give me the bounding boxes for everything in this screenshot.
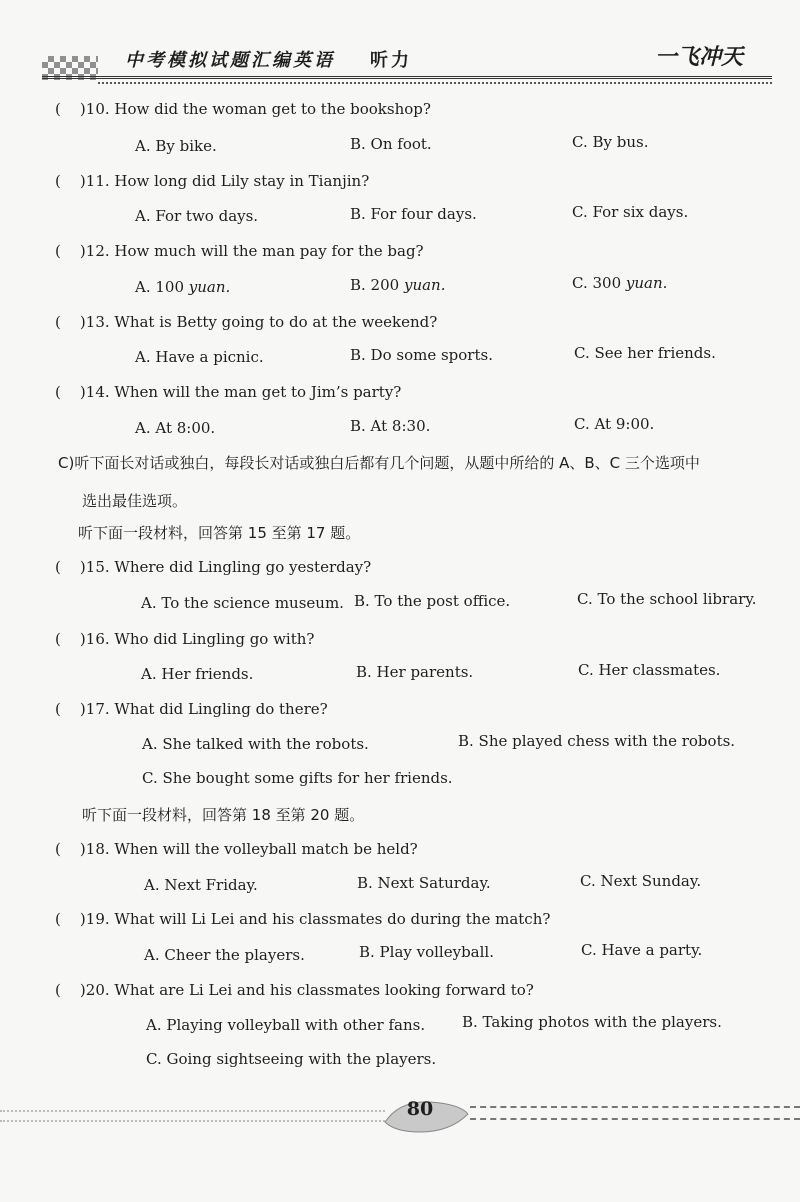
unit: yuan. (403, 276, 446, 294)
header-title: 中考模拟试题汇编英语 (125, 50, 335, 71)
material-intro-2: 听下面一段材料，回答第 18 至第 20 题。 (82, 806, 365, 824)
page-number: 80 (406, 1098, 434, 1120)
section-c-instruction: C)听下面长对话或独白，每段长对话或独白后都有几个问题，从题中所给的 A、B、C 三个选项中 (58, 454, 700, 472)
question-11: ( )11. How long did Lily stay in Tianjin? (55, 172, 370, 190)
option-b: B. Next Saturday. (357, 874, 491, 892)
header-divider (42, 76, 772, 79)
option-b: B. To the post office. (354, 592, 511, 610)
option-c: C. Her classmates. (578, 661, 721, 679)
option-c: C. She bought some gifts for her friends. (142, 769, 453, 787)
footer-border-right (470, 1106, 800, 1120)
question-17: ( )17. What did Lingling do there? (55, 700, 328, 718)
option-c: C. Going sightseeing with the players. (146, 1050, 437, 1068)
option-b: B. Her parents. (356, 663, 474, 681)
material-intro-1: 听下面一段材料，回答第 15 至第 17 题。 (78, 524, 361, 542)
option-c: C. Have a party. (581, 941, 703, 959)
question-16: ( )16. Who did Lingling go with? (55, 630, 315, 648)
option-a: A. To the science museum. (141, 594, 344, 612)
header-brand: 一飞冲天 (655, 45, 744, 70)
question-10: ( )10. How did the woman get to the bookshop? (55, 100, 431, 118)
option-b: B. On foot. (350, 135, 432, 153)
question-15: ( )15. Where did Lingling go yesterday? (55, 558, 372, 576)
option-b: B. Do some sports. (350, 346, 493, 364)
header-divider-dotted (98, 82, 772, 84)
option-c: C. For six days. (572, 203, 689, 221)
option-b: B. At 8:30. (350, 417, 431, 435)
unit: yuan. (625, 274, 668, 292)
option-b: B. Play volleyball. (359, 943, 494, 961)
question-20: ( )20. What are Li Lei and his classmates looking forward to? (55, 981, 534, 999)
option-c: C. To the school library. (577, 590, 757, 608)
question-19: ( )19. What will Li Lei and his classmates do during the match? (55, 910, 551, 928)
section-c-instruction-cont: 选出最佳选项。 (82, 492, 188, 510)
question-14: ( )14. When will the man get to Jim’s party? (55, 383, 402, 401)
option-a: A. 100 yuan. (135, 278, 231, 296)
option-a: A. Cheer the players. (144, 946, 305, 964)
question-18: ( )18. When will the volleyball match be held? (55, 840, 418, 858)
option-a: A. Her friends. (141, 665, 254, 683)
header-subtitle: 听力 (370, 50, 412, 71)
option-c: C. At 9:00. (574, 415, 655, 433)
option-c: C. Next Sunday. (580, 872, 702, 890)
option-b: B. 200 yuan. (350, 276, 446, 294)
option-a: A. She talked with the robots. (142, 735, 369, 753)
option-c: C. 300 yuan. (572, 274, 668, 292)
header-logo (42, 42, 98, 80)
option-c: C. See her friends. (574, 344, 716, 362)
option-c: C. By bus. (572, 133, 649, 151)
question-12: ( )12. How much will the man pay for the bag? (55, 242, 424, 260)
option-a: A. Playing volleyball with other fans. (146, 1016, 426, 1034)
question-13: ( )13. What is Betty going to do at the weekend? (55, 313, 438, 331)
option-b: B. She played chess with the robots. (458, 732, 736, 750)
footer-border-left (0, 1110, 385, 1122)
option-a: A. By bike. (135, 137, 217, 155)
option-a: A. At 8:00. (135, 419, 216, 437)
option-a: A. Have a picnic. (135, 348, 264, 366)
option-b: B. Taking photos with the players. (462, 1013, 722, 1031)
option-b: B. For four days. (350, 205, 477, 223)
option-a: A. Next Friday. (144, 876, 258, 894)
unit: yuan. (188, 278, 231, 296)
option-a: A. For two days. (135, 207, 259, 225)
